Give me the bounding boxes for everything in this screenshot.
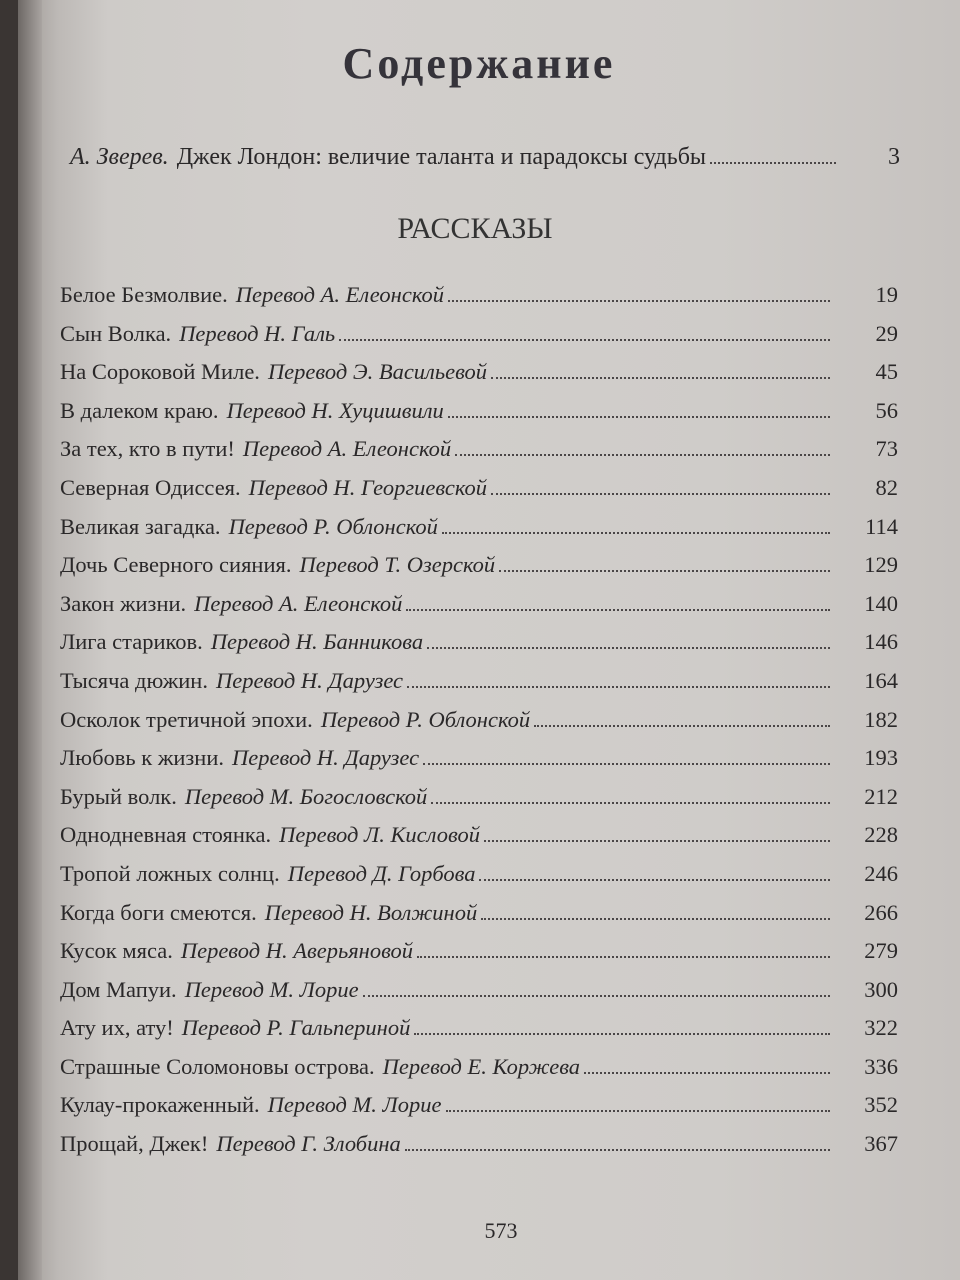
- toc-entry: [60, 707, 898, 746]
- entry-title: Лига стариков.: [60, 629, 203, 655]
- toc-entry: [60, 861, 898, 900]
- entry-translator: Перевод Н. Хуцишвили: [226, 397, 444, 423]
- dot-leader: [534, 725, 830, 727]
- entry-page-number: 146: [864, 629, 898, 655]
- toc-entry: [60, 745, 898, 784]
- entry-page-number: 300: [864, 976, 898, 1002]
- entry-translator: Перевод Р. Облонской: [320, 706, 531, 732]
- toc-entry: [60, 668, 898, 707]
- intro-entry: [70, 144, 900, 171]
- entry-title: Прощай, Джек!: [60, 1131, 209, 1157]
- entry-translator: Перевод Т. Озерской: [299, 552, 496, 578]
- toc-entry: [60, 784, 898, 823]
- dot-leader: [363, 995, 830, 997]
- toc-entry: [60, 900, 898, 939]
- dot-leader: [584, 1072, 830, 1074]
- dot-leader: [446, 1110, 831, 1112]
- entry-translator: Перевод М. Лорие: [184, 976, 359, 1002]
- toc-entry: [60, 591, 898, 630]
- toc-list: [60, 282, 898, 1170]
- entry-page-number: 212: [864, 783, 898, 809]
- dot-leader: [491, 377, 830, 379]
- entry-title: Кулау-прокаженный.: [60, 1092, 260, 1118]
- entry-translator: Перевод Н. Дарузес: [232, 745, 420, 771]
- entry-translator: Перевод Н. Галь: [179, 320, 336, 346]
- toc-entry: [60, 475, 898, 514]
- entry-page-number: 129: [864, 552, 898, 578]
- entry-translator: Перевод А. Елеонской: [242, 436, 452, 462]
- toc-entry: [60, 552, 898, 591]
- toc-entry: [60, 359, 898, 398]
- section-title: РАССКАЗЫ: [397, 212, 553, 245]
- toc-entry: [60, 938, 898, 977]
- entry-title: Тропой ложных солнц.: [60, 860, 280, 886]
- entry-page-number: 228: [864, 822, 898, 848]
- entry-title: На Сороковой Миле.: [60, 359, 260, 385]
- entry-page-number: 73: [875, 436, 898, 462]
- dot-leader: [417, 956, 830, 958]
- entry-translator: Перевод Е. Коржева: [382, 1053, 581, 1079]
- dot-leader: [406, 609, 830, 611]
- dot-leader: [442, 532, 830, 534]
- dot-leader: [491, 493, 830, 495]
- entry-title: Сын Волка.: [60, 320, 172, 346]
- page-number: 573: [484, 1218, 518, 1243]
- dot-leader: [423, 763, 830, 765]
- entry-page-number: 19: [875, 282, 898, 307]
- dot-leader: [427, 647, 830, 649]
- entry-translator: Перевод Д. Горбова: [287, 860, 476, 886]
- page-edge: [18, 0, 42, 1280]
- toc-entry: [60, 398, 898, 437]
- dot-leader: [431, 802, 830, 804]
- entry-translator: Перевод Р. Облонской: [228, 513, 438, 539]
- toc-entry: [60, 822, 898, 861]
- entry-title: За тех, кто в пути!: [60, 436, 235, 462]
- entry-translator: Перевод Н. Георгиевской: [248, 474, 488, 500]
- entry-page-number: 45: [875, 359, 898, 385]
- dot-leader: [448, 416, 830, 418]
- entry-title: Любовь к жизни.: [60, 745, 225, 771]
- entry-title: Великая загадка.: [60, 513, 221, 539]
- entry-title: Страшные Соломоновы острова.: [60, 1053, 375, 1079]
- entry-page-number: 82: [875, 474, 898, 500]
- toc-entry: [60, 436, 898, 475]
- intro-page-number: 3: [888, 144, 900, 170]
- entry-title: Дом Мапуи.: [60, 976, 177, 1002]
- entry-page-number: 266: [864, 899, 898, 925]
- entry-title: В далеком краю.: [60, 397, 219, 423]
- entry-translator: Перевод М. Богословской: [184, 783, 428, 809]
- dot-leader: [448, 300, 830, 302]
- entry-translator: Перевод Н. Банникова: [210, 629, 424, 655]
- entry-translator: Перевод Г. Злобина: [216, 1131, 401, 1157]
- dot-leader: [710, 162, 836, 164]
- entry-title: Когда боги смеются.: [60, 899, 257, 925]
- entry-page-number: 182: [864, 706, 898, 732]
- dot-leader: [499, 570, 830, 572]
- entry-page-number: 279: [864, 938, 898, 964]
- entry-page-number: 336: [864, 1053, 898, 1079]
- toc-entry: [60, 977, 898, 1016]
- dot-leader: [407, 686, 830, 688]
- entry-translator: Перевод Н. Дарузес: [215, 667, 404, 693]
- dot-leader: [481, 918, 830, 920]
- entry-title: Бурый волк.: [60, 783, 177, 809]
- entry-title: Северная Одиссея.: [60, 474, 241, 500]
- toc-entry: [60, 1054, 898, 1093]
- dot-leader: [479, 879, 830, 881]
- entry-translator: Перевод Н. Волжиной: [264, 899, 478, 925]
- entry-page-number: 114: [865, 513, 898, 539]
- entry-page-number: 29: [875, 320, 898, 346]
- entry-page-number: 352: [864, 1092, 898, 1118]
- entry-translator: Перевод Н. Аверьяновой: [180, 938, 414, 964]
- page-title: Содержание: [342, 39, 616, 88]
- entry-page-number: 367: [864, 1131, 898, 1157]
- entry-page-number: 322: [864, 1015, 898, 1041]
- toc-entry: [60, 1092, 898, 1131]
- entry-page-number: 56: [875, 397, 898, 423]
- toc-entry: [60, 282, 898, 321]
- entry-page-number: 164: [864, 667, 898, 693]
- entry-title: Кусок мяса.: [60, 938, 173, 964]
- entry-page-number: 193: [864, 745, 898, 771]
- entry-translator: Перевод М. Лорие: [267, 1092, 442, 1118]
- toc-entry: [60, 1015, 898, 1054]
- entry-translator: Перевод Э. Васильевой: [267, 359, 488, 385]
- entry-title: Ату их, ату!: [60, 1015, 174, 1041]
- entry-title: Белое Безмолвие.: [60, 282, 228, 307]
- entry-translator: Перевод Р. Гальпериной: [181, 1015, 411, 1041]
- dot-leader: [414, 1033, 830, 1035]
- toc-entry: [60, 1131, 898, 1170]
- entry-translator: Перевод Л. Кисловой: [279, 822, 480, 848]
- dot-leader: [339, 339, 830, 341]
- toc-entry: [60, 629, 898, 668]
- dot-leader: [455, 454, 830, 456]
- entry-translator: Перевод А. Елеонской: [235, 282, 444, 307]
- entry-title: Закон жизни.: [60, 590, 187, 616]
- entry-title: Тысяча дюжин.: [60, 667, 208, 693]
- entry-page-number: 140: [864, 590, 898, 616]
- dot-leader: [405, 1149, 830, 1151]
- toc-entry: [60, 321, 898, 360]
- entry-translator: Перевод А. Елеонской: [194, 590, 403, 616]
- toc-entry: [60, 514, 898, 553]
- book-page: [18, 0, 960, 1280]
- entry-title: Осколок третичной эпохи.: [60, 706, 313, 732]
- entry-title: Однодневная стоянка.: [60, 822, 272, 848]
- intro-author: А. Зверев.: [70, 144, 169, 170]
- entry-title: Дочь Северного сияния.: [60, 552, 292, 578]
- dot-leader: [484, 840, 830, 842]
- intro-title: Джек Лондон: величие таланта и парадоксы судьбы: [176, 144, 707, 170]
- entry-page-number: 246: [864, 860, 898, 886]
